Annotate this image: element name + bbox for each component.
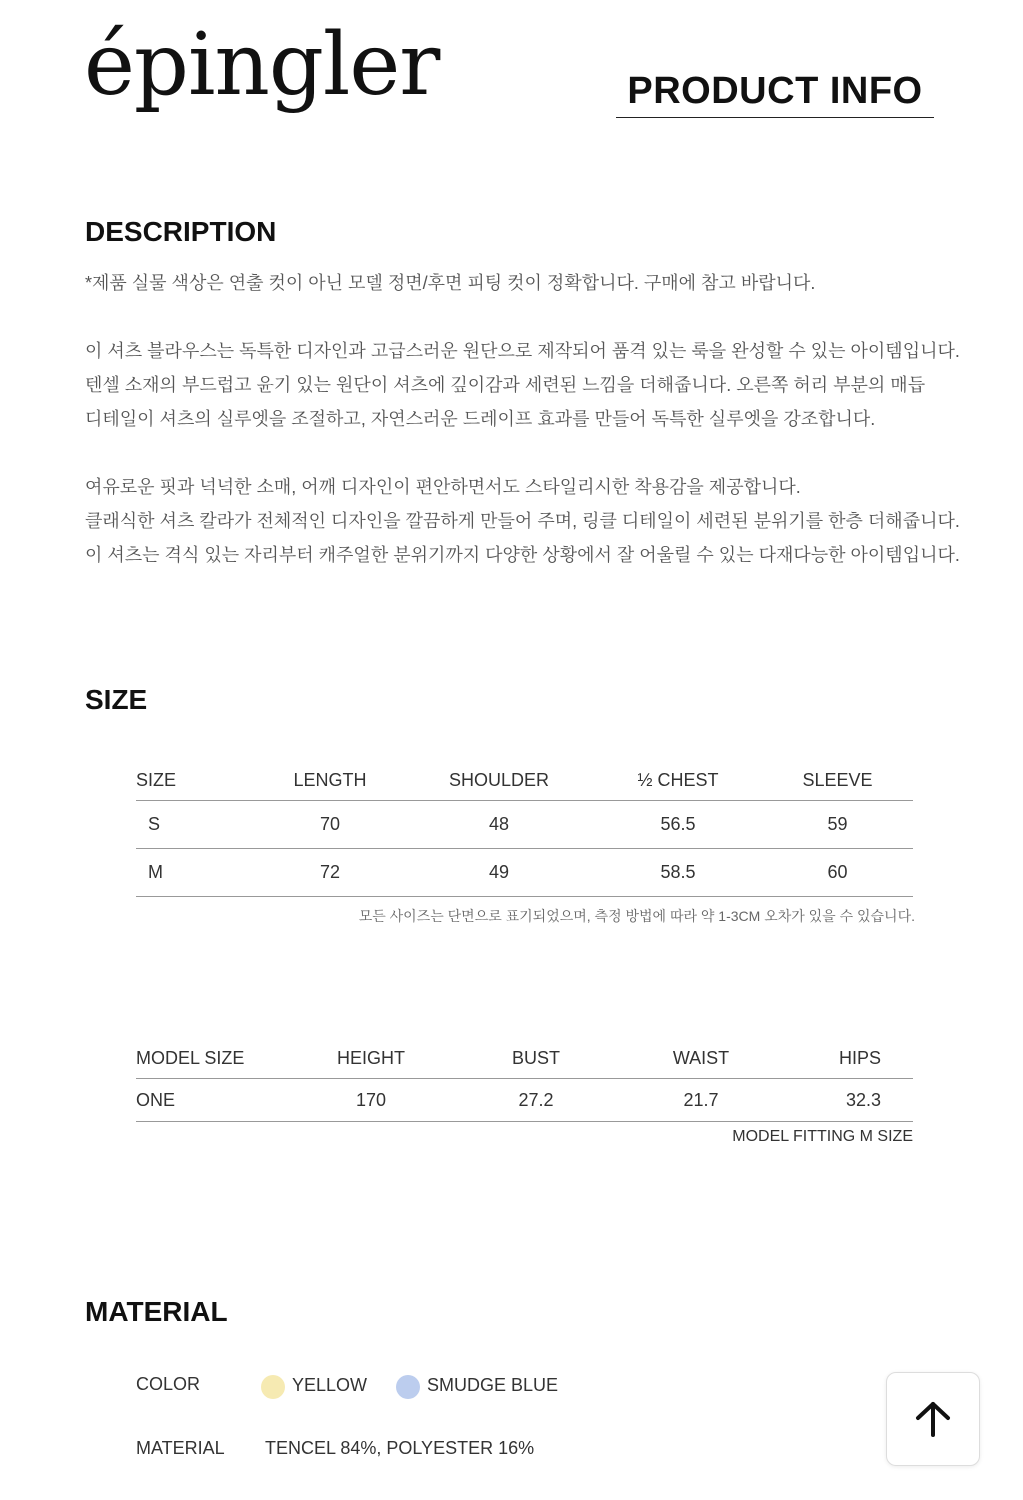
length-col-header: LENGTH [293, 769, 367, 790]
waist-col-header: WAIST [672, 1047, 730, 1068]
scroll-to-top-button[interactable] [886, 1372, 980, 1466]
page-title: PRODUCT INFO [616, 70, 934, 118]
model-fitting-note: MODEL FITTING M SIZE [732, 1128, 913, 1145]
table-header-row [136, 1038, 913, 1079]
model-size-cell: ONE [136, 1089, 176, 1110]
description-paragraph-2 [85, 470, 960, 572]
description-note: *제품 실물 색상은 연출 컷이 아닌 모델 정면/후면 피팅 컷이 정확합니다. 구매에 참고 바랍니다. [85, 273, 816, 293]
length-cell: 72 [319, 862, 341, 882]
material-label: MATERIAL [136, 1438, 225, 1458]
bust-col-header: BUST [511, 1047, 560, 1068]
description-line: 이 셔츠는 격식 있는 자리부터 캐주얼한 분위기까지 다양한 상황에서 잘 어울릴 수 있는 다재다능한 아이템입니다. [85, 545, 960, 565]
material-title: MATERIAL [85, 1296, 228, 1327]
size-title: SIZE [85, 684, 148, 715]
chest-cell: 56.5 [660, 814, 696, 834]
yellow-color-swatch [261, 1375, 285, 1399]
arrow-up-icon [913, 1399, 953, 1439]
hips-col-header: HIPS [838, 1047, 881, 1068]
material-value: TENCEL 84%, POLYESTER 16% [265, 1438, 535, 1458]
brand-logo: épingler [84, 15, 440, 115]
size-table [136, 760, 913, 897]
description-paragraph-1 [85, 334, 960, 436]
table-row [136, 849, 913, 897]
chest-col-header: ½ CHEST [637, 769, 719, 790]
sleeve-cell: 60 [827, 862, 848, 882]
description-line: 클래식한 셔츠 칼라가 전체적인 디자인을 깔끔하게 만들어 주며, 링클 디테일이 세련된 분위기를 한층 더해줍니다. [85, 511, 960, 531]
height-col-header: HEIGHT [336, 1047, 405, 1068]
table-header-row [136, 760, 913, 801]
shoulder-col-header: SHOULDER [448, 769, 550, 790]
bust-cell: 27.2 [518, 1089, 554, 1110]
hips-cell: 32.3 [845, 1089, 881, 1110]
model-table [136, 1038, 913, 1122]
description-line: 이 셔츠 블라우스는 독특한 디자인과 고급스러운 원단으로 제작되어 품격 있는 룩을 완성할 수 있는 아이템입니다. [85, 341, 960, 361]
table-row [136, 1079, 913, 1122]
description-line: 디테일이 셔츠의 실루엣을 조절하고, 자연스러운 드레이프 효과를 만들어 독특한 실루엣을 강조합니다. [85, 409, 876, 429]
chest-cell: 58.5 [660, 862, 696, 882]
description-title: DESCRIPTION [85, 216, 277, 247]
size-note: 모든 사이즈는 단면으로 표기되었으며, 측정 방법에 따라 약 1-3CM 오차가 있을 수 있습니다. [358, 908, 915, 924]
smudge-blue-color-label: SMUDGE BLUE [427, 1375, 559, 1395]
shoulder-cell: 48 [488, 814, 510, 834]
height-cell: 170 [355, 1089, 387, 1110]
description-line: 텐셀 소재의 부드럽고 윤기 있는 원단이 셔츠에 깊이감과 세련된 느낌을 더해줍니다. 오른쪽 허리 부분의 매듭 [85, 375, 926, 395]
color-label: COLOR [136, 1374, 201, 1394]
size-col-header: SIZE [136, 769, 177, 790]
length-cell: 70 [319, 814, 341, 834]
table-row [136, 801, 913, 849]
description-line: 여유로운 핏과 넉넉한 소매, 어깨 디자인이 편안하면서도 스타일리시한 착용감을 제공합니다. [85, 477, 801, 497]
size-cell: M [148, 862, 163, 882]
sleeve-col-header: SLEEVE [802, 769, 873, 790]
sleeve-cell: 59 [827, 814, 848, 834]
smudge-blue-color-swatch [396, 1375, 420, 1399]
yellow-color-label: YELLOW [292, 1375, 368, 1395]
shoulder-cell: 49 [488, 862, 510, 882]
size-cell: S [148, 814, 161, 834]
model-size-col-header: MODEL SIZE [136, 1047, 245, 1068]
waist-cell: 21.7 [683, 1089, 719, 1110]
